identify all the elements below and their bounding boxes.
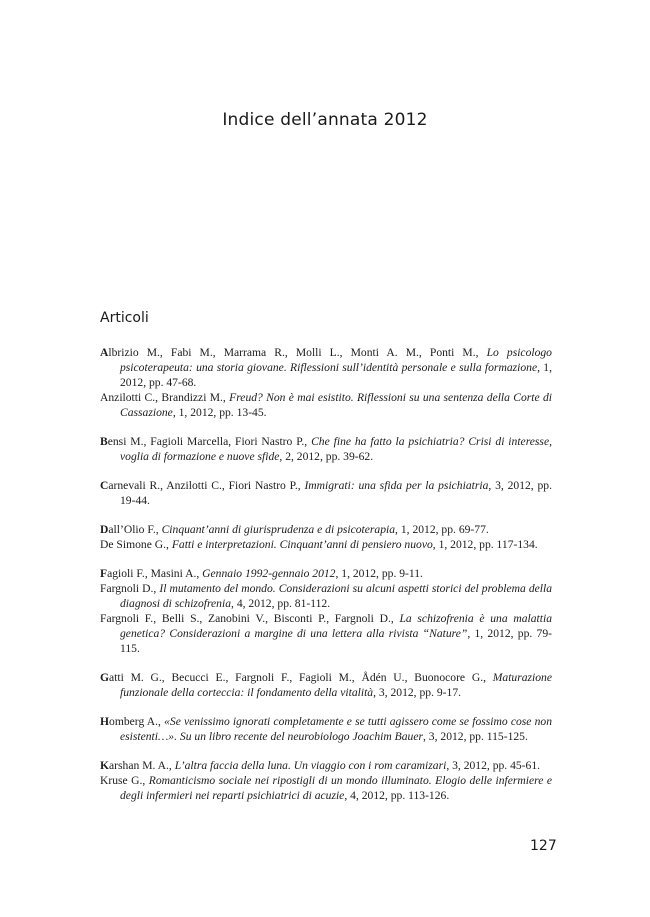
index-entry	[100, 390, 552, 420]
entry-authors: agioli F., Masini A.,	[107, 567, 203, 580]
entry-authors: Kruse G.,	[100, 774, 149, 787]
index-entry	[100, 566, 552, 581]
index-group	[100, 714, 552, 744]
entry-authors: Anzilotti C., Brandizzi M.,	[100, 391, 230, 404]
section-title: Articoli	[100, 310, 149, 326]
entry-initial: G	[100, 671, 110, 684]
entry-reference: , 3, 2012, pp. 45-61.	[446, 759, 541, 772]
entry-reference: , 3, 2012, pp. 19-44.	[120, 479, 552, 507]
index-group	[100, 478, 552, 508]
entry-initial: B	[100, 435, 108, 448]
entry-title: Romanticismo sociale nei ripostigli di un mondo illuminato. Elogio delle infermiere e degli infermieri nei reparti psichiatrici di acuzie	[120, 774, 552, 802]
index-entry	[100, 581, 552, 611]
index-entry	[100, 758, 552, 773]
entry-reference: , 3, 2012, pp. 115-125.	[423, 730, 528, 743]
index-group	[100, 522, 552, 552]
entry-title: Freud? Non è mai esistito. Riflessioni su una sentenza della Corte di Cassazione	[120, 391, 552, 419]
entry-title: Il mutamento del mondo. Considerazioni su alcuni aspetti storici del problema della diagnosi di schizofrenia	[120, 582, 553, 610]
index-entry	[100, 537, 552, 552]
entry-authors: arshan M. A.,	[109, 759, 175, 772]
entry-title: L’altra faccia della luna. Un viaggio con i rom caramizari	[174, 759, 447, 772]
index-entry	[100, 714, 552, 744]
entry-reference: , 4, 2012, pp. 81-112.	[231, 597, 331, 610]
index-group	[100, 566, 552, 656]
index-entry	[100, 434, 552, 464]
entry-authors: arnevali R., Anzilotti C., Fiori Nastro P.,	[108, 479, 305, 492]
entry-reference: , 2, 2012, pp. 39-62.	[279, 450, 374, 463]
entry-reference: , 1, 2012, pp. 69-77.	[395, 523, 489, 536]
page-title: Indice dell’annata 2012	[222, 110, 428, 130]
entry-authors: Fargnoli D.,	[100, 582, 160, 595]
entry-authors: lbrizio M., Fabi M., Marrama R., Molli L., Monti A. M., Ponti M.,	[108, 346, 487, 359]
entry-authors: omberg A.,	[109, 715, 165, 728]
index-entry	[100, 773, 552, 803]
entry-title: Maturazione funzionale della corteccia: il fondamento della vitalità	[120, 671, 552, 699]
entry-reference: , 1, 2012, pp. 117-134.	[432, 538, 538, 551]
entry-reference: , 3, 2012, pp. 9-17.	[373, 686, 462, 699]
entry-authors: Fargnoli F., Belli S., Zanobini V., Bisconti P., Fargnoli D.,	[100, 612, 400, 625]
entry-initial: C	[100, 479, 109, 492]
index-group	[100, 670, 552, 700]
article-index	[100, 345, 552, 803]
entry-title: Immigrati: una sfida per la psichiatria	[304, 479, 489, 492]
index-entry	[100, 345, 552, 390]
index-group	[100, 758, 552, 803]
entry-authors: ensi M., Fagioli Marcella, Fiori Nastro P.,	[107, 435, 312, 448]
entry-title: «Se venissimo ignorati completamente e se tutti agissero come se fossimo cose non esistenti…». Su un libro recente del neurobiologo Joachim Bauer	[120, 715, 552, 743]
entry-reference: , 1, 2012, pp. 79-115.	[120, 627, 552, 655]
index-entry	[100, 522, 552, 537]
entry-title: La schizofrenia è una malattia genetica? Considerazioni a margine di una lettera alla rivista “Nature”	[120, 612, 552, 640]
entry-title: Che fine ha fatto la psichiatria? Crisi di interesse, voglia di formazione e nuove sfide	[120, 435, 552, 463]
entry-authors: De Simone G.,	[100, 538, 172, 551]
entry-initial: D	[100, 523, 109, 536]
index-entry	[100, 611, 552, 656]
entry-reference: , 1, 2012, pp. 9-11.	[335, 567, 423, 580]
entry-initial: H	[100, 715, 110, 728]
entry-initial: A	[100, 346, 109, 359]
index-group	[100, 434, 552, 464]
entry-title: Gennaio 1992-gennaio 2012	[202, 567, 336, 580]
page-number: 127	[530, 838, 557, 854]
entry-title: Fatti e interpretazioni. Cinquant’anni di pensiero nuovo	[171, 538, 433, 551]
entry-initial: K	[100, 759, 110, 772]
entry-authors: atti M. G., Becucci E., Fargnoli F., Fagioli M., Ådén U., Buonocore G.,	[109, 671, 493, 684]
entry-authors: all’Olio F.,	[108, 523, 162, 536]
index-entry	[100, 478, 552, 508]
entry-initial: F	[100, 567, 108, 580]
entry-title: Cinquant’anni di giurisprudenza e di psicoterapia	[161, 523, 396, 536]
index-group	[100, 345, 552, 420]
entry-reference: , 4, 2012, pp. 113-126.	[344, 789, 450, 802]
entry-reference: , 1, 2012, pp. 47-68.	[120, 361, 552, 389]
entry-reference: , 1, 2012, pp. 13-45.	[172, 406, 267, 419]
entry-title: Lo psicologo psicoterapeuta: una storia giovane. Riflessioni sull’identità personale e sulla formazione	[120, 346, 552, 374]
index-entry	[100, 670, 552, 700]
